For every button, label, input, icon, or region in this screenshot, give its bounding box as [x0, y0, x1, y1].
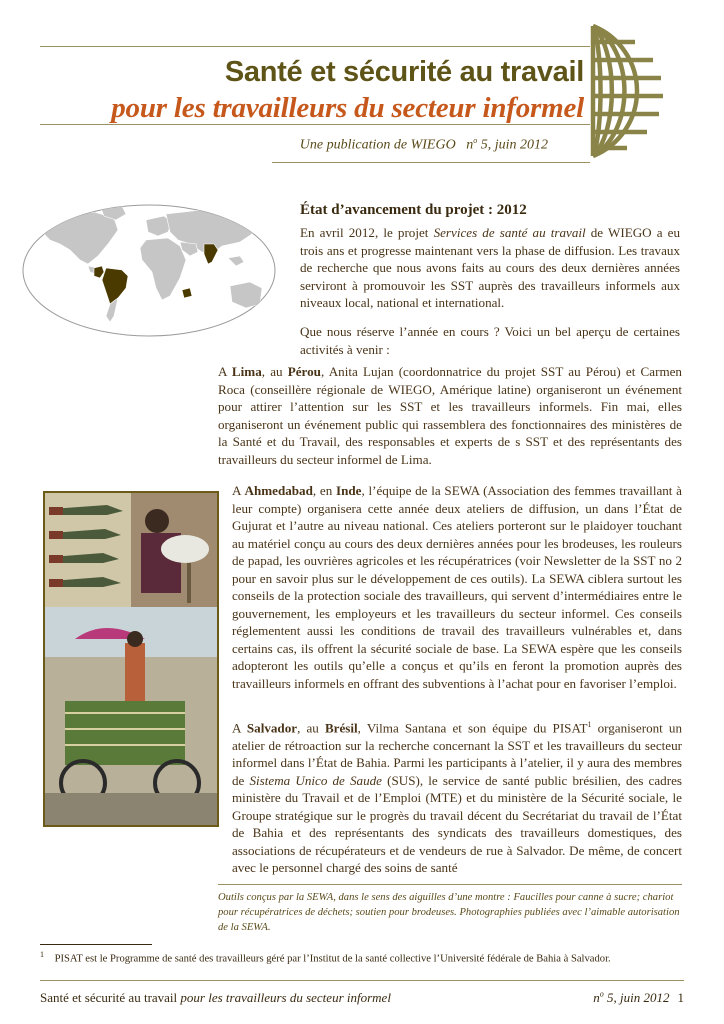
header-rule-top — [40, 46, 590, 47]
ahmedabad-paragraph: A Ahmedabad, en Inde, l’équipe de la SEWA (Association des femmes travaillant à leur compte) organisera cette année deux ateliers de diffusion, un dans l’État de Gujurat et l’autre au niveau national. Ces ateliers porteront sur le plaidoyer touchant au matériel conçu au cours des deux dernières années pour les brodeuses, les rouleurs de papad, les ouvrières agricoles et les récupératrices (voir Newsletter de la SST no 2 pour en savoir plus sur le développement de ces outils). La SEWA ciblera surtout les conseils de la protection sociale des travailleurs, qui servent d’intermédiaires entre le gouvernement, les employeurs et les travailleurs du secteur informel. Ces conseils réglementent aussi les conditions de travail des travailleurs vulnérables et, dans certains cas, ils offrent la sécurité sociale de base. La SEWA espère que les conseils adopteront les outils qu’elle a conçus et qu’ils en feront la promotion auprès des travailleurs informels en offrant des subventions à l’achat pour en favoriser l’emploi. — [232, 483, 682, 691]
salvador-paragraph: A Salvador, au Brésil, Vilma Santana et son équipe du PISAT$^1$ organiseront un atelier de rétroaction sur la recherche concernant la SST et les travailleurs du secteur informel dans l’État de Bahia. Parmi les participants à l’atelier, il y aura des membres de Sistema Unico de Saude (SUS), le service de santé public brésilien, des cadres ministère du Travail et de l’Emploi (MTE) et du ministère de la Sécurité sociale, le Groupe stratégique sur le progrès du travail décent du Secrétariat du travail de l’État de Bahia et des représentants des syndicats des travailleurs domestiques, des associations de récupérateurs et de vendeurs de rue à Salvador. De même, de concert avec le personnel chargé des soins de santé — [232, 720, 683, 876]
caption-rule — [218, 884, 682, 885]
page-title: Santé et sécurité au travail — [224, 56, 584, 88]
page-subtitle: pour les travailleurs du secteur informel — [111, 92, 584, 124]
globe-logo-icon — [589, 20, 685, 162]
footnote: $^1$ PISAT est le Programme de santé des travailleurs géré par l’Institut de la santé collective l’Université fédérale de Bahia à Salvador. — [40, 950, 611, 965]
intro-paragraph: En avril 2012, le projet Services de santé au travail de WIEGO a eu trois ans et progresse maintenant vers la phase de diffusion. Les travaux de recherche que nous avons faits au cours des deux dernières années serviront à promouvoir les SST auprès des travailleurs informels aux niveaux local, national et international. — [300, 225, 681, 310]
section-heading: État d’avancement du projet : 2012 — [300, 202, 527, 218]
world-map-icon — [22, 204, 276, 337]
footnote-rule — [40, 944, 152, 945]
footer-issue: $n^o$ 5, juin 2012 1 — [593, 990, 684, 1006]
preview-paragraph: Que nous réserve l’année en cours ? Voici un bel aperçu de certaines activités à venir : — [300, 324, 680, 357]
page-number: 1 — [677, 990, 684, 1006]
footer-rule — [40, 980, 684, 981]
photo-caption: Outils conçus par la SEWA, dans le sens des aiguilles d’une montre : Faucilles pour canne à sucre; chariot pour récupératrices de déchets; soutien pour brodeuses. Photographies publiées avec l’aimable autorisation de la SEWA. — [218, 892, 680, 933]
footer-title: Santé et sécurité au travail pour les travailleurs du secteur informel — [40, 990, 391, 1005]
photo-collage — [43, 491, 219, 827]
header-rule-bottom — [272, 162, 590, 163]
publication-line: Une publication de WIEGO $n^o$ 5, juin 2012 — [299, 136, 548, 153]
lima-paragraph: A Lima, au Pérou, Anita Lujan (coordonnatrice du projet SST au Pérou) et Carmen Roca (conseillère régionale de WIEGO, Amérique latine) organiseront un événement pour attirer l’attention sur les SST et les travailleurs informels. Fin mai, elles organiseront un événement public qui rassemblera des fonctionnaires des ministères de la Santé et du Travail, des responsables et experts de s SST et des représentants des travailleurs du secteur informel de Lima. — [218, 364, 682, 467]
photo-collage-illustration — [45, 493, 217, 825]
